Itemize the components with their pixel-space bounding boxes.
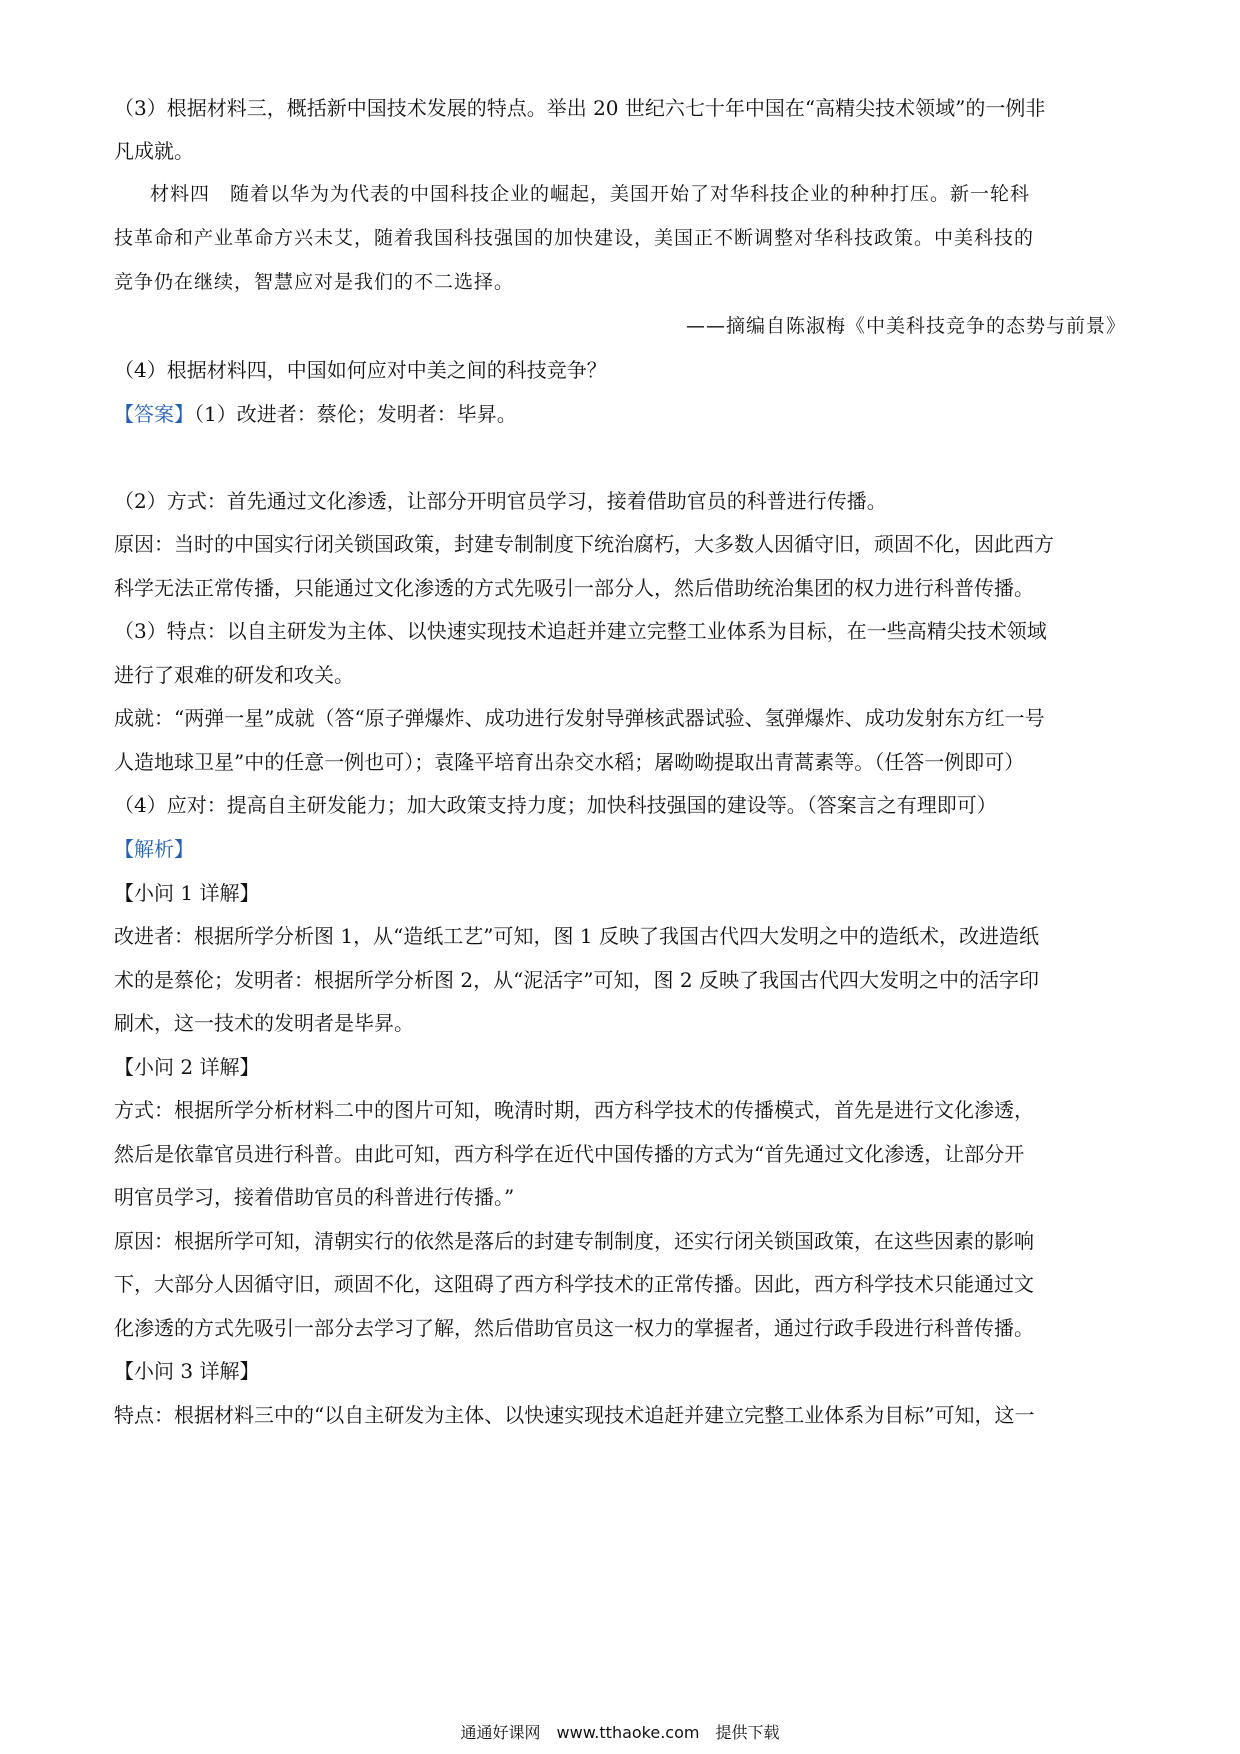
analysis-2-line-4: 原因：根据所学可知，清朝实行的依然是落后的封建专制制度，还实行闭关锁国政策，在这些因素的影响 [114, 1229, 1034, 1253]
material-4-source: ——摘编自陈淑梅《中美科技竞争的态势与前景》 [685, 315, 1126, 337]
analysis-heading: 【解析】 [114, 837, 194, 861]
answer-1: （1）改进者：蔡伦；发明者：毕昇。 [194, 402, 517, 426]
answer-3-feature-1: （3）特点：以自主研发为主体、以快速实现技术追赶并建立完整工业体系为目标，在一些高精尖技术领域 [114, 619, 1047, 643]
answer-line-1 [114, 400, 1126, 428]
subquestion-3-heading: 【小问 3 详解】 [114, 1359, 260, 1383]
analysis-2-line-2: 然后是依靠官员进行科普。由此可知，西方科学在近代中国传播的方式为“首先通过文化渗透，让部分开 [114, 1142, 1025, 1166]
subquestion-1-heading: 【小问 1 详解】 [114, 881, 260, 905]
answer-3-feature-2: 进行了艰难的研发和攻关。 [114, 663, 354, 687]
answer-2-reason-2: 科学无法正常传播，只能通过文化渗透的方式先吸引一部分人，然后借助统治集团的权力进行科普传播。 [114, 576, 1034, 600]
answer-3-achievement-1: 成就：“两弹一星”成就（答“原子弹爆炸、成功进行发射导弹核武器试验、氢弹爆炸、成功发射东方红一号 [114, 706, 1045, 730]
analysis-1-line-1: 改进者：根据所学分析图 1，从“造纸工艺”可知，图 1 反映了我国古代四大发明之中的造纸术，改进造纸 [114, 924, 1039, 948]
material-4-line-2: 技革命和产业革命方兴未艾，随着我国科技强国的加快建设，美国正不断调整对华科技政策。中美科技的 [114, 227, 1035, 249]
answer-2-method: （2）方式：首先通过文化渗透，让部分开明官员学习，接着借助官员的科普进行传播。 [114, 489, 887, 513]
answer-tag: 【答案】 [114, 402, 194, 426]
answer-4: （4）应对：提高自主研发能力；加大政策支持力度；加快科技强国的建设等。（答案言之有理即可） [114, 793, 997, 817]
subquestion-2-heading: 【小问 2 详解】 [114, 1055, 260, 1079]
analysis-2-line-6: 化渗透的方式先吸引一部分去学习了解，然后借助官员这一权力的掌握者，通过行政手段进行科普传播。 [114, 1316, 1034, 1340]
analysis-1-line-3: 刷术，这一技术的发明者是毕昇。 [114, 1011, 414, 1035]
analysis-3-line-1: 特点：根据材料三中的“以自主研发为主体、以快速实现技术追赶并建立完整工业体系为目标”可知，这一 [114, 1403, 1035, 1427]
question-3: （3）根据材料三，概括新中国技术发展的特点。举出 20 世纪六七十年中国在“高精尖技术领域”的一例非 [114, 96, 1046, 120]
material-4-line-3: 竞争仍在继续，智慧应对是我们的不二选择。 [114, 271, 515, 293]
analysis-1-line-2: 术的是蔡伦；发明者：根据所学分析图 2，从“泥活字”可知，图 2 反映了我国古代四大发明之中的活字印 [114, 968, 1039, 992]
analysis-2-line-1: 方式：根据所学分析材料二中的图片可知，晚清时期，西方科学技术的传播模式，首先是进行文化渗透， [114, 1098, 1034, 1122]
material-4-line-1: 材料四 随着以华为为代表的中国科技企业的崛起，美国开始了对华科技企业的种种打压。新一轮科 [150, 183, 1031, 205]
question-4: （4）根据材料四，中国如何应对中美之间的科技竞争？ [114, 358, 607, 382]
page-footer: 通通好课网 www.tthaoke.com 提供下载 [460, 1723, 780, 1742]
question-3-cont: 凡成就。 [114, 139, 194, 163]
analysis-2-line-5: 下，大部分人因循守旧，顽固不化，这阻碍了西方科学技术的正常传播。因此，西方科学技术只能通过文 [114, 1272, 1034, 1296]
answer-2-reason-1: 原因：当时的中国实行闭关锁国政策，封建专制制度下统治腐朽，大多数人因循守旧，顽固不化，因此西方 [114, 532, 1054, 556]
answer-3-achievement-2: 人造地球卫星”中的任意一例也可）；袁隆平培育出杂交水稻；屠呦呦提取出青蒿素等。（任答一例即可） [114, 750, 1025, 774]
analysis-2-line-3: 明官员学习，接着借助官员的科普进行传播。” [114, 1185, 515, 1209]
